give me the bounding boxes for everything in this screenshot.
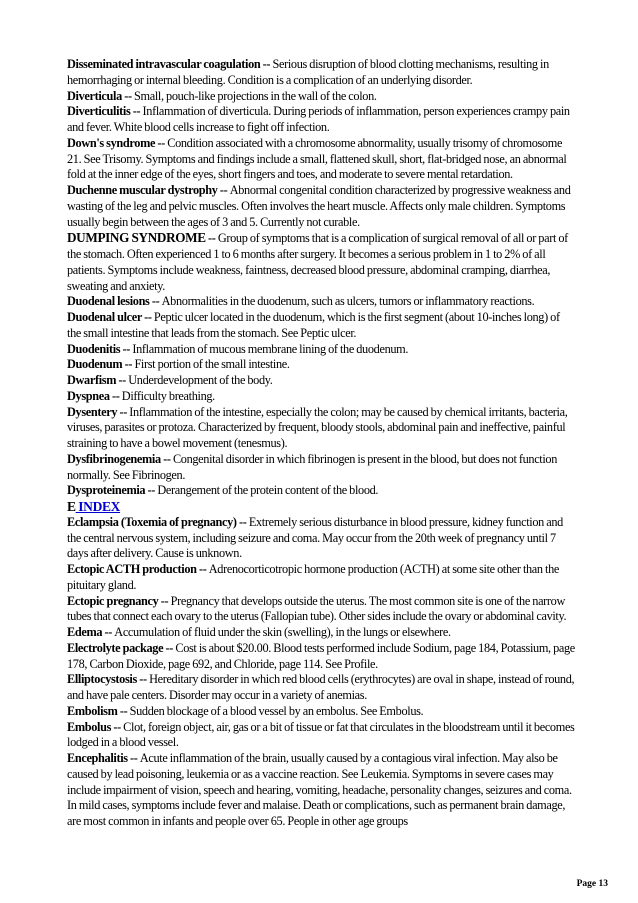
glossary-term: Duodenum	[67, 357, 123, 372]
glossary-definition: Abnormalities in the duodenum, such as ulcers, tumors or inflammatory reactions.	[161, 294, 535, 309]
term-separator: --	[160, 451, 173, 466]
glossary-entry	[67, 342, 575, 358]
glossary-term: Duchenne muscular dystrophy	[67, 183, 218, 197]
glossary-definition: Underdevelopment of the body.	[128, 373, 273, 387]
glossary-term: Elliptocystosis	[67, 672, 137, 687]
term-separator: --	[121, 88, 135, 103]
glossary-entry	[67, 625, 575, 641]
term-separator: --	[141, 310, 154, 324]
glossary-section-e	[67, 515, 575, 830]
term-separator: --	[102, 625, 115, 639]
glossary-definition: Acute inflammation of the brain, usually caused by a contagious viral infection. May also be caused by lead poisoning, leukemia or as a vaccine reaction. See Leukemia. Symptoms in severe cases may include impairment of vision, speech and hearing, vomiting, headache, personality changes, seizures and coma. In mild cases, symptoms include fever and malaise. Death or complications, such as permanent brain damage, are most common in infants and people over 65. People in other age groups	[67, 751, 572, 828]
glossary-entry	[67, 672, 575, 704]
glossary-definition: Inflammation of diverticula. During periods of inflammation, person experiences crampy pain and fever. White blood cells increase to fight off infection.	[67, 104, 570, 134]
document-body	[67, 57, 575, 830]
glossary-term: Electrolyte package	[67, 640, 164, 655]
term-separator: --	[149, 294, 162, 309]
glossary-term: Dysproteinemia	[67, 483, 146, 498]
glossary-term: Ectopic ACTH production	[67, 562, 197, 576]
index-heading	[67, 499, 575, 515]
term-separator: --	[130, 104, 143, 119]
glossary-entry	[67, 704, 575, 720]
glossary-entry	[67, 183, 575, 230]
glossary-definition: Hereditary disorder in which red blood cells (erythrocytes) are oval in shape, instead of round, and have pale centers. Disorder may occur in a variety of anemias.	[67, 672, 575, 702]
glossary-term: Embolus	[67, 719, 112, 734]
glossary-definition: Cost is about $20.00. Blood tests performed include Sodium, page 184, Potassium, page 178, Carbon Dioxide, page 692, and Chloride, page 114. See Profile.	[67, 640, 575, 671]
glossary-term: Diverticula	[67, 88, 122, 103]
glossary-entry	[67, 562, 575, 594]
glossary-definition: Small, pouch-like projections in the wall of the colon.	[134, 88, 377, 103]
glossary-definition: Congenital disorder in which fibrinogen is present in the blood, but does not function normally. See Fibrinogen.	[67, 451, 558, 482]
term-separator: --	[158, 593, 171, 608]
glossary-definition: Extremely serious disturbance in blood pressure, kidney function and the central nervous system, including seizure and coma. May occur from the 20th week of pregnancy until 7 days after delivery. Cause is unknown.	[67, 514, 563, 561]
glossary-term: DUMPING SYNDROME	[67, 230, 206, 246]
glossary-term: Diverticulitis	[67, 104, 131, 119]
glossary-term: Down's syndrome	[67, 135, 156, 150]
index-letter: E	[67, 499, 76, 514]
glossary-entry	[67, 357, 575, 373]
glossary-term: Dwarfism	[67, 373, 117, 387]
glossary-term: Disseminated intravascular coagulation	[67, 57, 261, 71]
term-separator: --	[163, 640, 176, 655]
glossary-term: Duodenal lesions	[67, 294, 150, 309]
glossary-entry	[67, 104, 575, 136]
glossary-entry	[67, 641, 575, 673]
glossary-term: Dysfibrinogenemia	[67, 451, 161, 466]
glossary-term: Duodenal ulcer	[67, 310, 142, 324]
term-separator: --	[109, 388, 122, 403]
glossary-entry	[67, 594, 575, 626]
glossary-definition: Derangement of the protein content of the blood.	[157, 483, 379, 498]
glossary-term: Dyspnea	[67, 388, 110, 403]
term-separator: --	[111, 719, 124, 734]
glossary-definition: Group of symptoms that is a complication of surgical removal of all or part of the stomach. Often experienced 1 to 6 months after surgery. It becomes a serious problem in 1 to 2% of all patients. Symptoms include weakness, faintness, decreased blood pressure, abdominal cramping, diarrhea, sweating and anxiety.	[67, 231, 568, 293]
glossary-term: Eclampsia (Toxemia of pregnancy)	[67, 514, 237, 529]
glossary-entry	[67, 310, 575, 342]
glossary-entry	[67, 720, 575, 752]
glossary-definition: Clot, foreign object, air, gas or a bit of tissue or fat that circulates in the bloodstream until it becomes lodged in a blood vessel.	[67, 719, 575, 750]
glossary-definition: Inflammation of the intestine, especially the colon; may be caused by chemical irritants, bacteria, viruses, parasites or protoza. Characterized by frequent, bloody stools, abdominal pain and ineffective, painful straining to have a bowel movement (tenesmus).	[67, 404, 568, 450]
glossary-definition: Difficulty breathing.	[121, 388, 215, 403]
glossary-term: Edema	[67, 625, 103, 639]
glossary-definition: Abnormal congenital condition characterized by progressive weakness and wasting of the leg and pelvic muscles. Often involves the heart muscle. Affects only male children. Symptoms usually begin between the ages of 3 and 5. Currently not curable.	[67, 183, 571, 229]
glossary-entry	[67, 483, 575, 499]
glossary-entry	[67, 89, 575, 105]
glossary-term: Encephalitis	[67, 751, 128, 765]
term-separator: --	[205, 231, 218, 246]
glossary-definition: Accumulation of fluid under the skin (swelling), in the lungs or elsewhere.	[114, 625, 451, 639]
term-separator: --	[196, 562, 209, 576]
term-separator: --	[217, 183, 230, 197]
term-separator: --	[116, 373, 129, 387]
term-separator: --	[145, 483, 158, 498]
glossary-definition: Condition associated with a chromosome abnormality, usually trisomy of chromosome 21. See Trisomy. Symptoms and findings include a small, flattened skull, short, flat-bridged nose, an abnormal fold at the inner edge of the eyes, short fingers and toes, and moderate to severe mental retardation.	[67, 135, 567, 182]
glossary-definition: Inflammation of mucous membrane lining of the duodenum.	[132, 341, 409, 356]
glossary-entry	[67, 294, 575, 310]
term-separator: --	[136, 672, 150, 687]
glossary-entry	[67, 389, 575, 405]
term-separator: --	[117, 703, 130, 718]
term-separator: --	[127, 751, 140, 765]
term-separator: --	[122, 357, 135, 372]
term-separator: --	[236, 514, 249, 529]
glossary-definition: Adrenocorticotropic hormone production (ACTH) at some site other than the pituitary gland.	[67, 562, 560, 592]
glossary-definition: Peptic ulcer located in the duodenum, which is the first segment (about 10-inches long) of the small intestine that leads from the stomach. See Peptic ulcer.	[67, 310, 560, 340]
glossary-entry	[67, 515, 575, 562]
glossary-entry	[67, 751, 575, 830]
glossary-entry	[67, 230, 575, 294]
term-separator: --	[117, 404, 130, 419]
glossary-entry	[67, 452, 575, 484]
term-separator: --	[120, 341, 133, 356]
glossary-term: Duodenitis	[67, 341, 121, 356]
glossary-definition: Serious disruption of blood clotting mechanisms, resulting in hemorrhaging or internal bleeding. Condition is a complication of an underlying disorder.	[67, 57, 549, 87]
index-link[interactable]: INDEX	[75, 499, 121, 514]
glossary-entry	[67, 373, 575, 389]
glossary-term: Embolism	[67, 703, 118, 718]
glossary-term: Dysentery	[67, 404, 118, 419]
glossary-term: Ectopic pregnancy	[67, 593, 159, 608]
glossary-definition: Sudden blockage of a blood vessel by an embolus. See Embolus.	[129, 703, 424, 718]
glossary-entry	[67, 57, 575, 89]
glossary-definition: First portion of the small intestine.	[134, 357, 290, 372]
glossary-section-d	[67, 57, 575, 499]
glossary-entry	[67, 405, 575, 452]
term-separator: --	[260, 57, 273, 71]
term-separator: --	[155, 135, 168, 150]
glossary-entry	[67, 136, 575, 183]
glossary-definition: Pregnancy that develops outside the uterus. The most common site is one of the narrow tubes that connect each ovary to the uterus (Fallopian tube). Other sides include the ovary or abdominal cavity.	[67, 593, 567, 624]
page-number: Page 13	[576, 879, 608, 889]
